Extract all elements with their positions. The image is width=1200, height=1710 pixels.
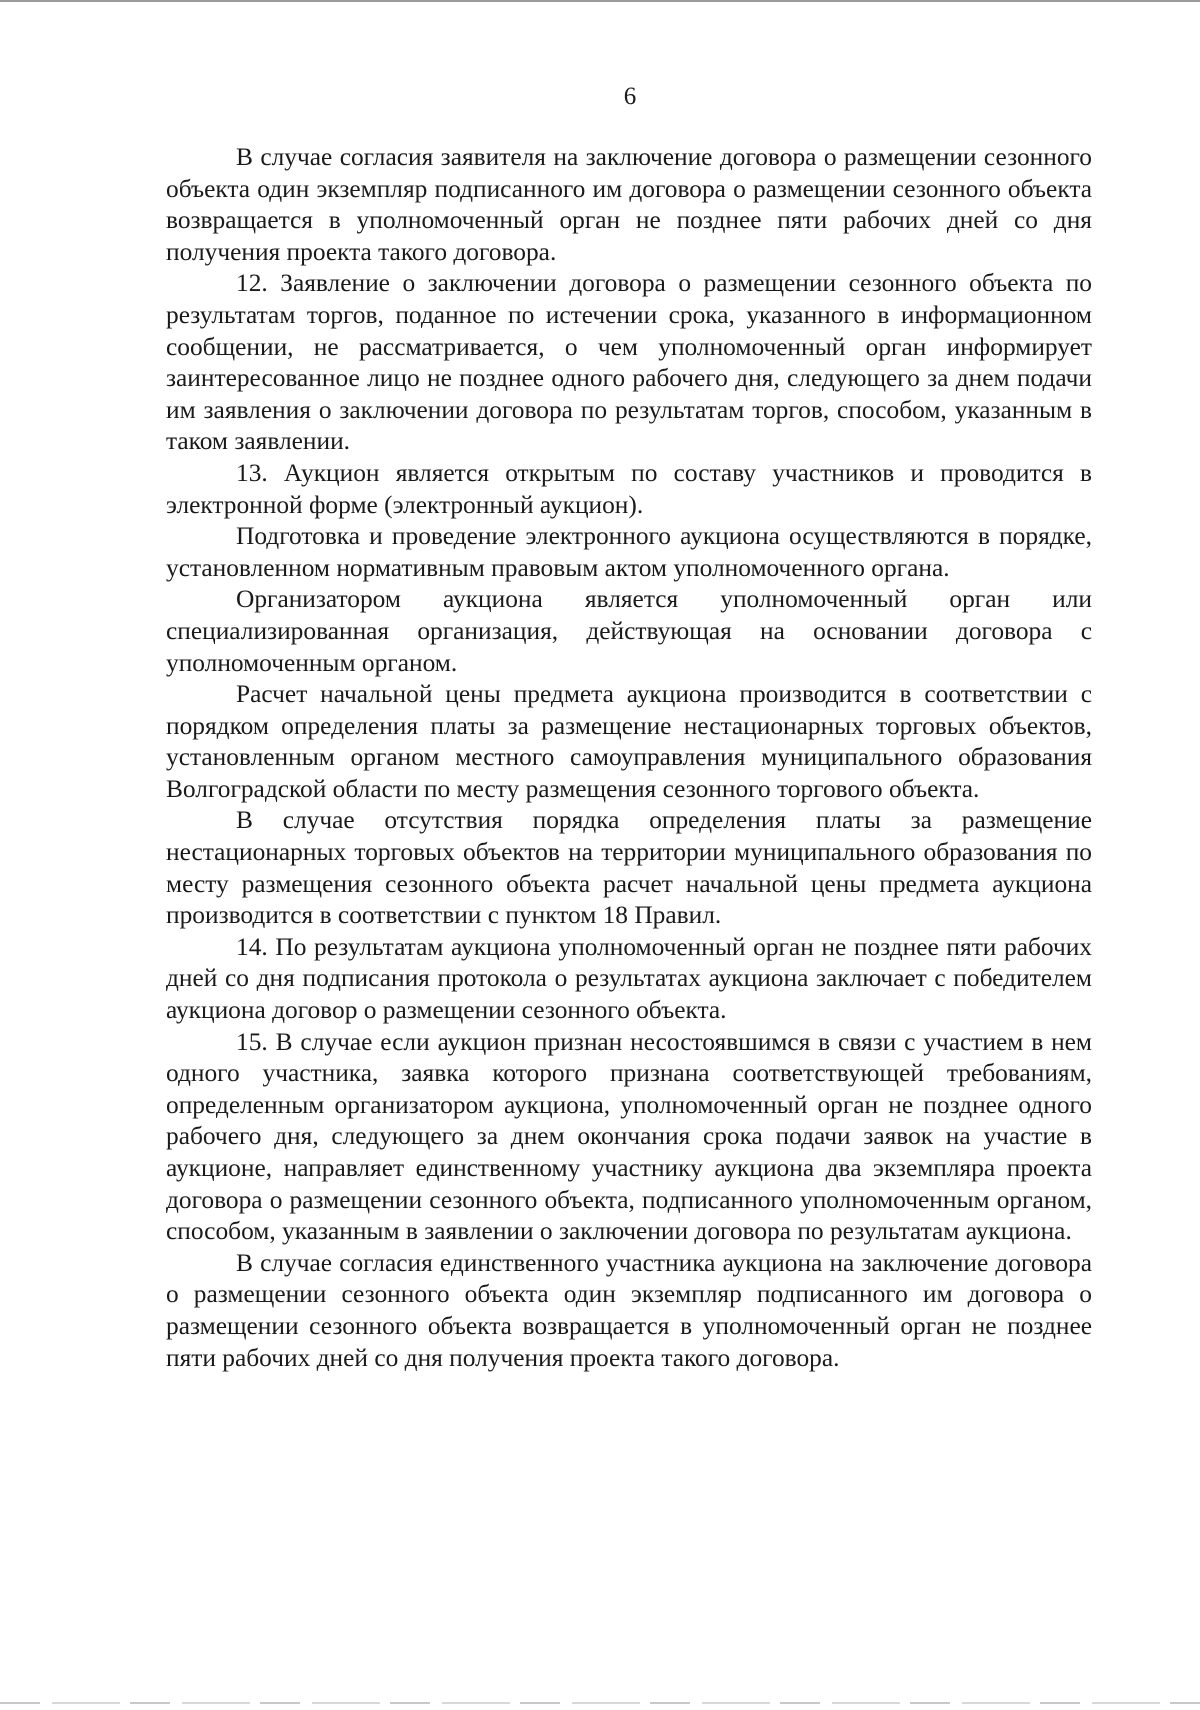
paragraph-clause-13: 13. Аукцион является открытым по составу участников и проводится в электронной форме (электронный аукцион). (166, 458, 1092, 519)
document-body (166, 142, 1092, 1374)
paragraph-consent-applicant: В случае согласия заявителя на заключение договора о размещении сезонного объекта один экземпляр подписанного им договора о размещении сезонного объекта возвращается в уполномоченный орган не позднее пяти рабочих дней со дня получения проекта такого договора. (166, 143, 1092, 266)
scan-bottom-edge (0, 1702, 1200, 1704)
paragraph-consent-single-participant: В случае согласия единственного участника аукциона на заключение договора о размещении сезонного объекта один экземпляр подписанного им договора о размещении сезонного объекта возвращается в уполномоченный орган не позднее пяти рабочих дней со дня получения проекта такого договора. (166, 1248, 1092, 1372)
scan-top-edge (0, 0, 1200, 2)
paragraph-initial-price: Расчет начальной цены предмета аукциона производится в соответствии с порядком определения платы за размещение нестационарных торговых объектов, установленным органом местного самоуправления муниципального образования Волгоградской области по месту размещения сезонного торгового объекта. (166, 680, 1092, 803)
paragraph-no-fee-procedure: В случае отсутствия порядка определения платы за размещение нестационарных торговых объектов на территории муниципального образования по месту размещения сезонного объекта расчет начальной цены предмета аукциона производится в соответствии с пунктом 18 Правил. (166, 806, 1092, 930)
paragraph-clause-12: 12. Заявление о заключении договора о размещении сезонного объекта по результатам торгов, поданное по истечении срока, указанного в информационном сообщении, не рассматривается, о чем уполномоченный орган информирует заинтересованное лицо не позднее одного рабочего дня, следующего за днем подачи им заявления о заключении договора по результатам торгов, способом, указанным в таком заявлении. (166, 269, 1092, 456)
paragraph-auction-organizer: Организатором аукциона является уполномоченный орган или специализированная организация, действующая на основании договора с уполномоченным органом. (166, 585, 1092, 677)
paragraph-clause-15: 15. В случае если аукцион признан несостоявшимся в связи с участием в нем одного участника, заявка которого признана соответствующей требованиям, определенным организатором аукциона, уполномоченный орган не позднее одного рабочего дня, следующего за днем окончания срока подачи заявок на участие в аукционе, направляет единственному участнику аукциона два экземпляра проекта договора о размещении сезонного объекта, подписанного уполномоченным органом, способом, указанным в заявлении о заключении договора по результатам аукциона. (166, 1027, 1092, 1246)
paragraph-auction-preparation: Подготовка и проведение электронного аукциона осуществляются в порядке, установленном нормативным правовым актом уполномоченного органа. (166, 522, 1092, 582)
page-number: 6 (623, 83, 637, 110)
paragraph-clause-14: 14. По результатам аукциона уполномоченный орган не позднее пяти рабочих дней со дня подписания протокола о результатах аукциона заключает с победителем аукциона договор о размещении сезонного объекта. (166, 932, 1092, 1025)
